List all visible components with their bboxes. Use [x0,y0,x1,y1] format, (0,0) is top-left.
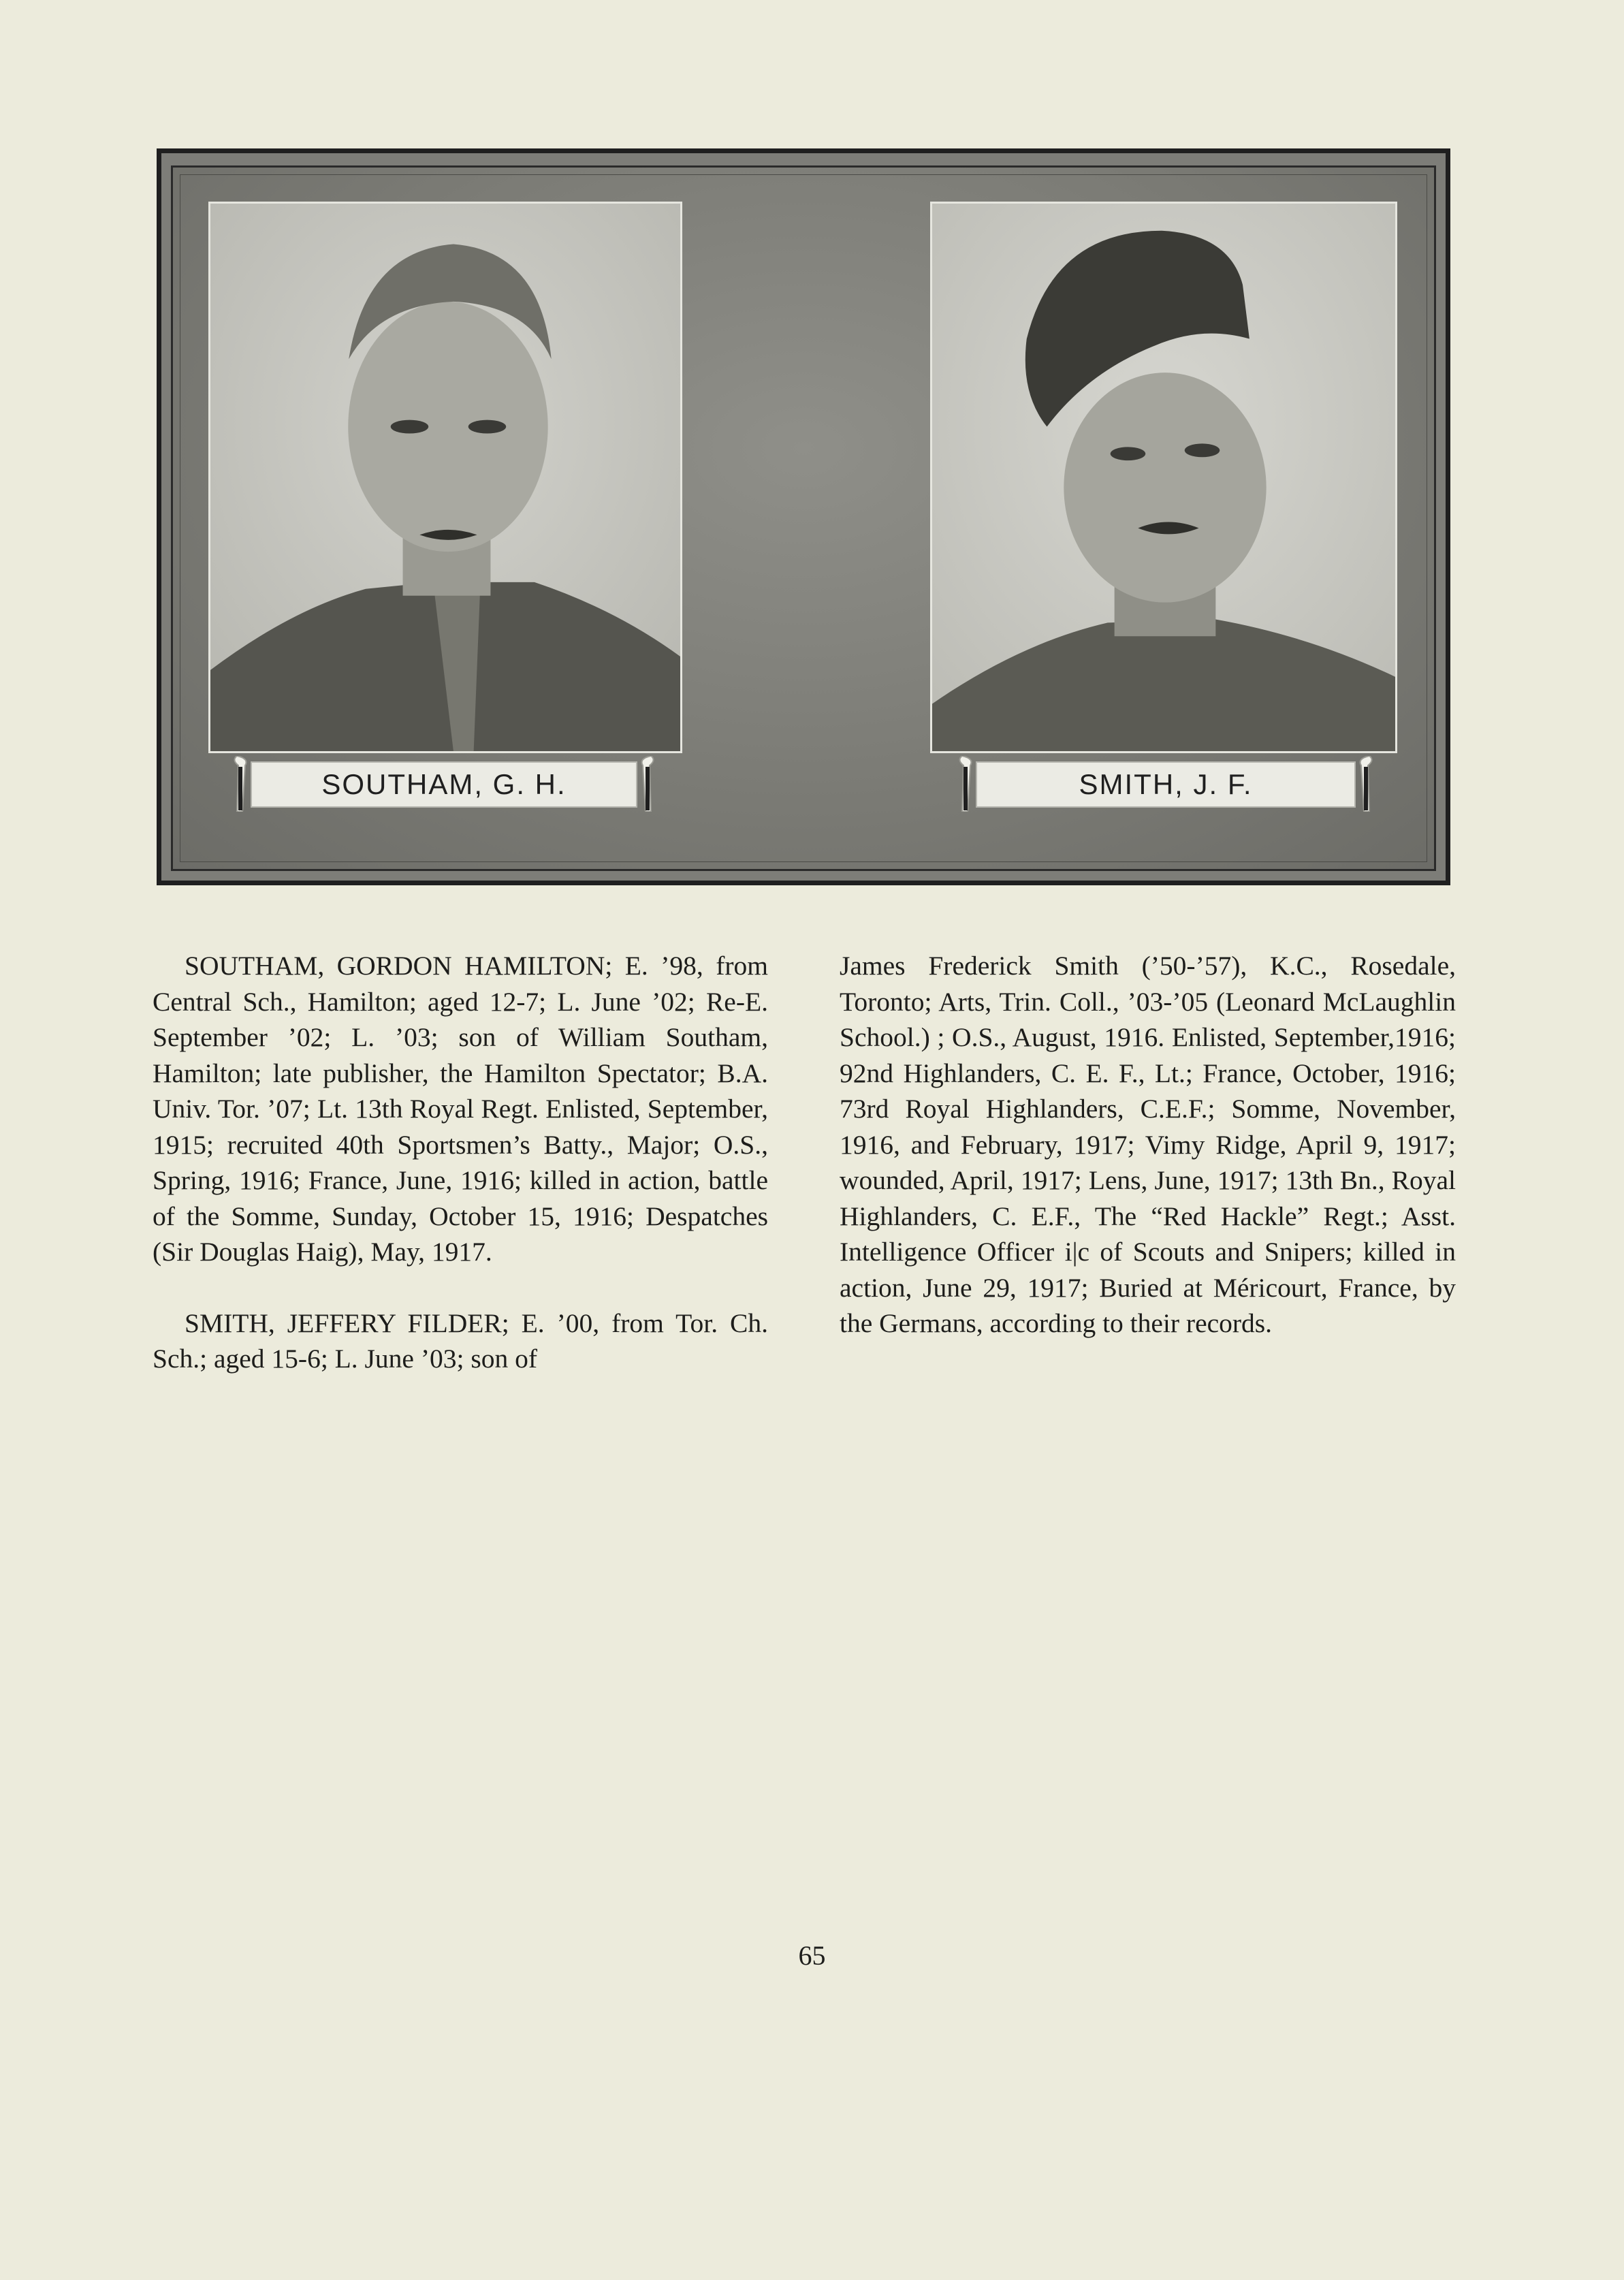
portrait-southam [208,202,682,753]
caption-scroll-right-end [639,756,656,812]
right-text-column [840,948,1456,1342]
portrait-photo-icon [932,204,1395,751]
caption-smith: SMITH, J. F. [976,761,1356,808]
portrait-photo-icon [210,204,680,751]
entry-smith-continued: James Frederick Smith (’50-’57), K.C., Rosedale, Toronto; Arts, Trin. Coll., ’03-’05 (Leonard McLaughlin School.) ; O.S., August, 1916. Enlisted, September,1916; 92nd Highlanders, C. E. F., Lt.; France, October, 1916; 73rd Royal Highlanders, C.E.F.; Somme, November, 1916, and February, 1917; Vimy Ridge, April 9, 1917; wounded, April, 1917; Lens, June, 1917; 13th Bn., Royal Highlanders, C. E.F., The “Red Hackle” Regt.; Asst. Intelligence Officer i|c of Scouts and Snipers; killed in action, June 29, 1917; Buried at Méricourt, France, by the Germans, according to their records. [840,951,1456,1338]
caption-southam: SOUTHAM, G. H. [251,761,637,808]
page-number: 65 [798,1940,826,1971]
entry-southam: SOUTHAM, GORDON HAMILTON; E. ’98, from Central Sch., Hamilton; aged 12-7; L. June ’02; Re-E. September ’02; L. ’03; son of William Southam, Hamilton; late publisher, the Hamilton Spectator; B.A. Univ. Tor. ’07; Lt. 13th Royal Regt. Enlisted, September, 1915; recruited 40th Sportsmen’s Batty., Major; O.S., Spring, 1916; France, June, 1916; killed in action, battle of the Somme, Sunday, October 15, 1916; Despatches (Sir Douglas Haig), May, 1917. [153,951,768,1267]
left-text-column [153,948,768,1377]
caption-scroll-left-end [232,756,249,812]
entry-smith-start: SMITH, JEFFERY FILDER; E. ’00, from Tor. Ch. Sch.; aged 15-6; L. June ’03; son of [153,1308,768,1374]
portrait-smith [930,202,1397,753]
caption-scroll-left-end [957,756,974,812]
caption-scroll-right-end [1357,756,1375,812]
